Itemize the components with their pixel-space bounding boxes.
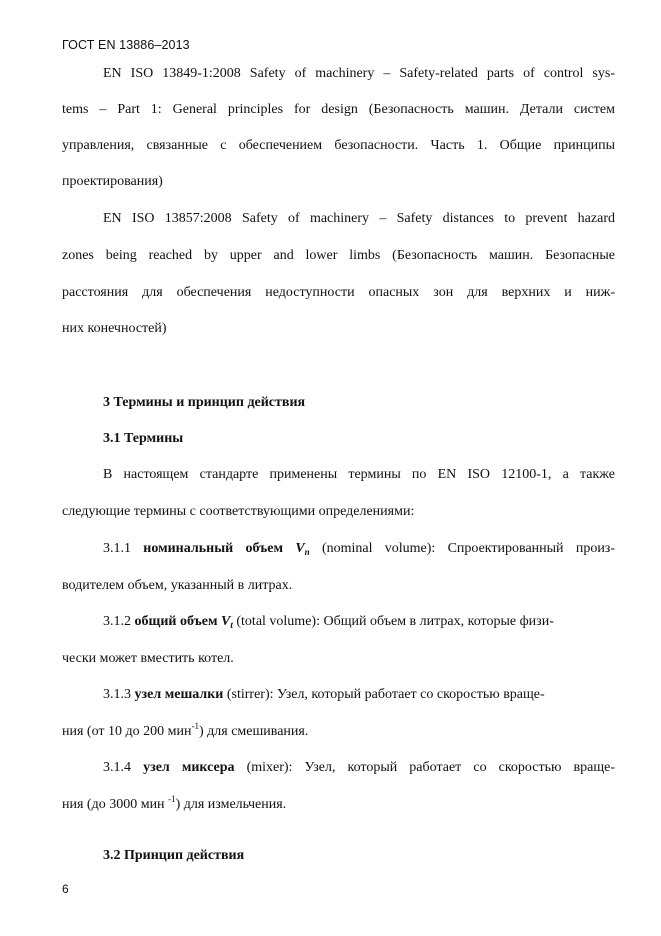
term-definition-end: ) для измельчения. (175, 797, 287, 812)
term-definition: (nominal volume): Спроектированный произ- (309, 541, 616, 556)
term-symbol-subscript: n (304, 547, 310, 557)
superscript: -1 (168, 794, 176, 804)
term-symbol: V (221, 614, 231, 629)
reference-2-line-3: расстояния для обеспечения недоступности опасных зон для верхних и ниж- (62, 285, 615, 300)
term-symbol-subscript: t (230, 620, 233, 630)
term-definition: (mixer): Узел, который работает со скоростью враще- (234, 760, 615, 775)
term-3-1-4-line-1 (103, 759, 615, 777)
reference-1-line-4: проектирования) (62, 174, 163, 189)
term-3-1-2-line-2: чески может вместить котел. (62, 651, 234, 666)
reference-1-line-3: управления, связанные с обеспечением безопасности. Часть 1. Общие принципы (62, 138, 615, 153)
term-3-1-1-line-2: водителем объем, указанный в литрах. (62, 578, 293, 593)
term-3-1-1-line-1 (103, 540, 615, 558)
reference-2-line-2: zones being reached by upper and lower limbs (Безопасность машин. Безопасные (62, 248, 615, 263)
term-name: узел миксера (143, 760, 235, 775)
term-definition: (total volume): Общий объем в литрах, которые физи- (232, 614, 554, 629)
term-name: узел мешалки (134, 687, 224, 702)
reference-2-line-1: EN ISO 13857:2008 Safety of machinery – Safety distances to prevent hazard (103, 211, 615, 226)
section-3-1-heading: 3.1 Термины (103, 431, 184, 446)
term-number: 3.1.1 (103, 541, 144, 556)
term-definition-end: ) для смешивания. (199, 724, 309, 739)
term-name: номинальный объем (143, 541, 296, 556)
superscript: -1 (191, 721, 199, 731)
standard-header: ГОСТ EN 13886–2013 (62, 38, 190, 52)
term-definition-continued: ния (до 3000 мин (62, 797, 169, 812)
reference-1-line-1: EN ISO 13849-1:2008 Safety of machinery – Safety-related parts of control sys- (103, 66, 615, 81)
terms-intro-line-1: В настоящем стандарте применены термины по EN ISO 12100-1, а также (103, 467, 615, 482)
term-definition: (stirrer): Узел, который работает со скоростью враще- (223, 687, 545, 702)
term-number: 3.1.4 (103, 760, 144, 775)
term-3-1-3-line-2 (62, 723, 308, 741)
term-3-1-4-line-2 (62, 796, 286, 814)
term-name: общий объем (134, 614, 222, 629)
reference-2-line-4: них конечностей) (62, 321, 167, 336)
reference-1-line-2: tems – Part 1: General principles for design (Безопасность машин. Детали систем (62, 102, 615, 117)
page-number: 6 (62, 882, 69, 896)
section-3-2-heading: 3.2 Принцип действия (103, 848, 245, 863)
term-3-1-3-line-1 (103, 686, 545, 704)
section-3-heading: 3 Термины и принцип действия (103, 395, 306, 410)
terms-intro-line-2: следующие термины с соответствующими определениями: (62, 504, 415, 519)
term-3-1-2-line-1 (103, 613, 554, 631)
term-definition-continued: ния (от 10 до 200 мин (62, 724, 192, 739)
term-symbol: V (295, 541, 305, 556)
term-number: 3.1.2 (103, 614, 135, 629)
term-number: 3.1.3 (103, 687, 135, 702)
